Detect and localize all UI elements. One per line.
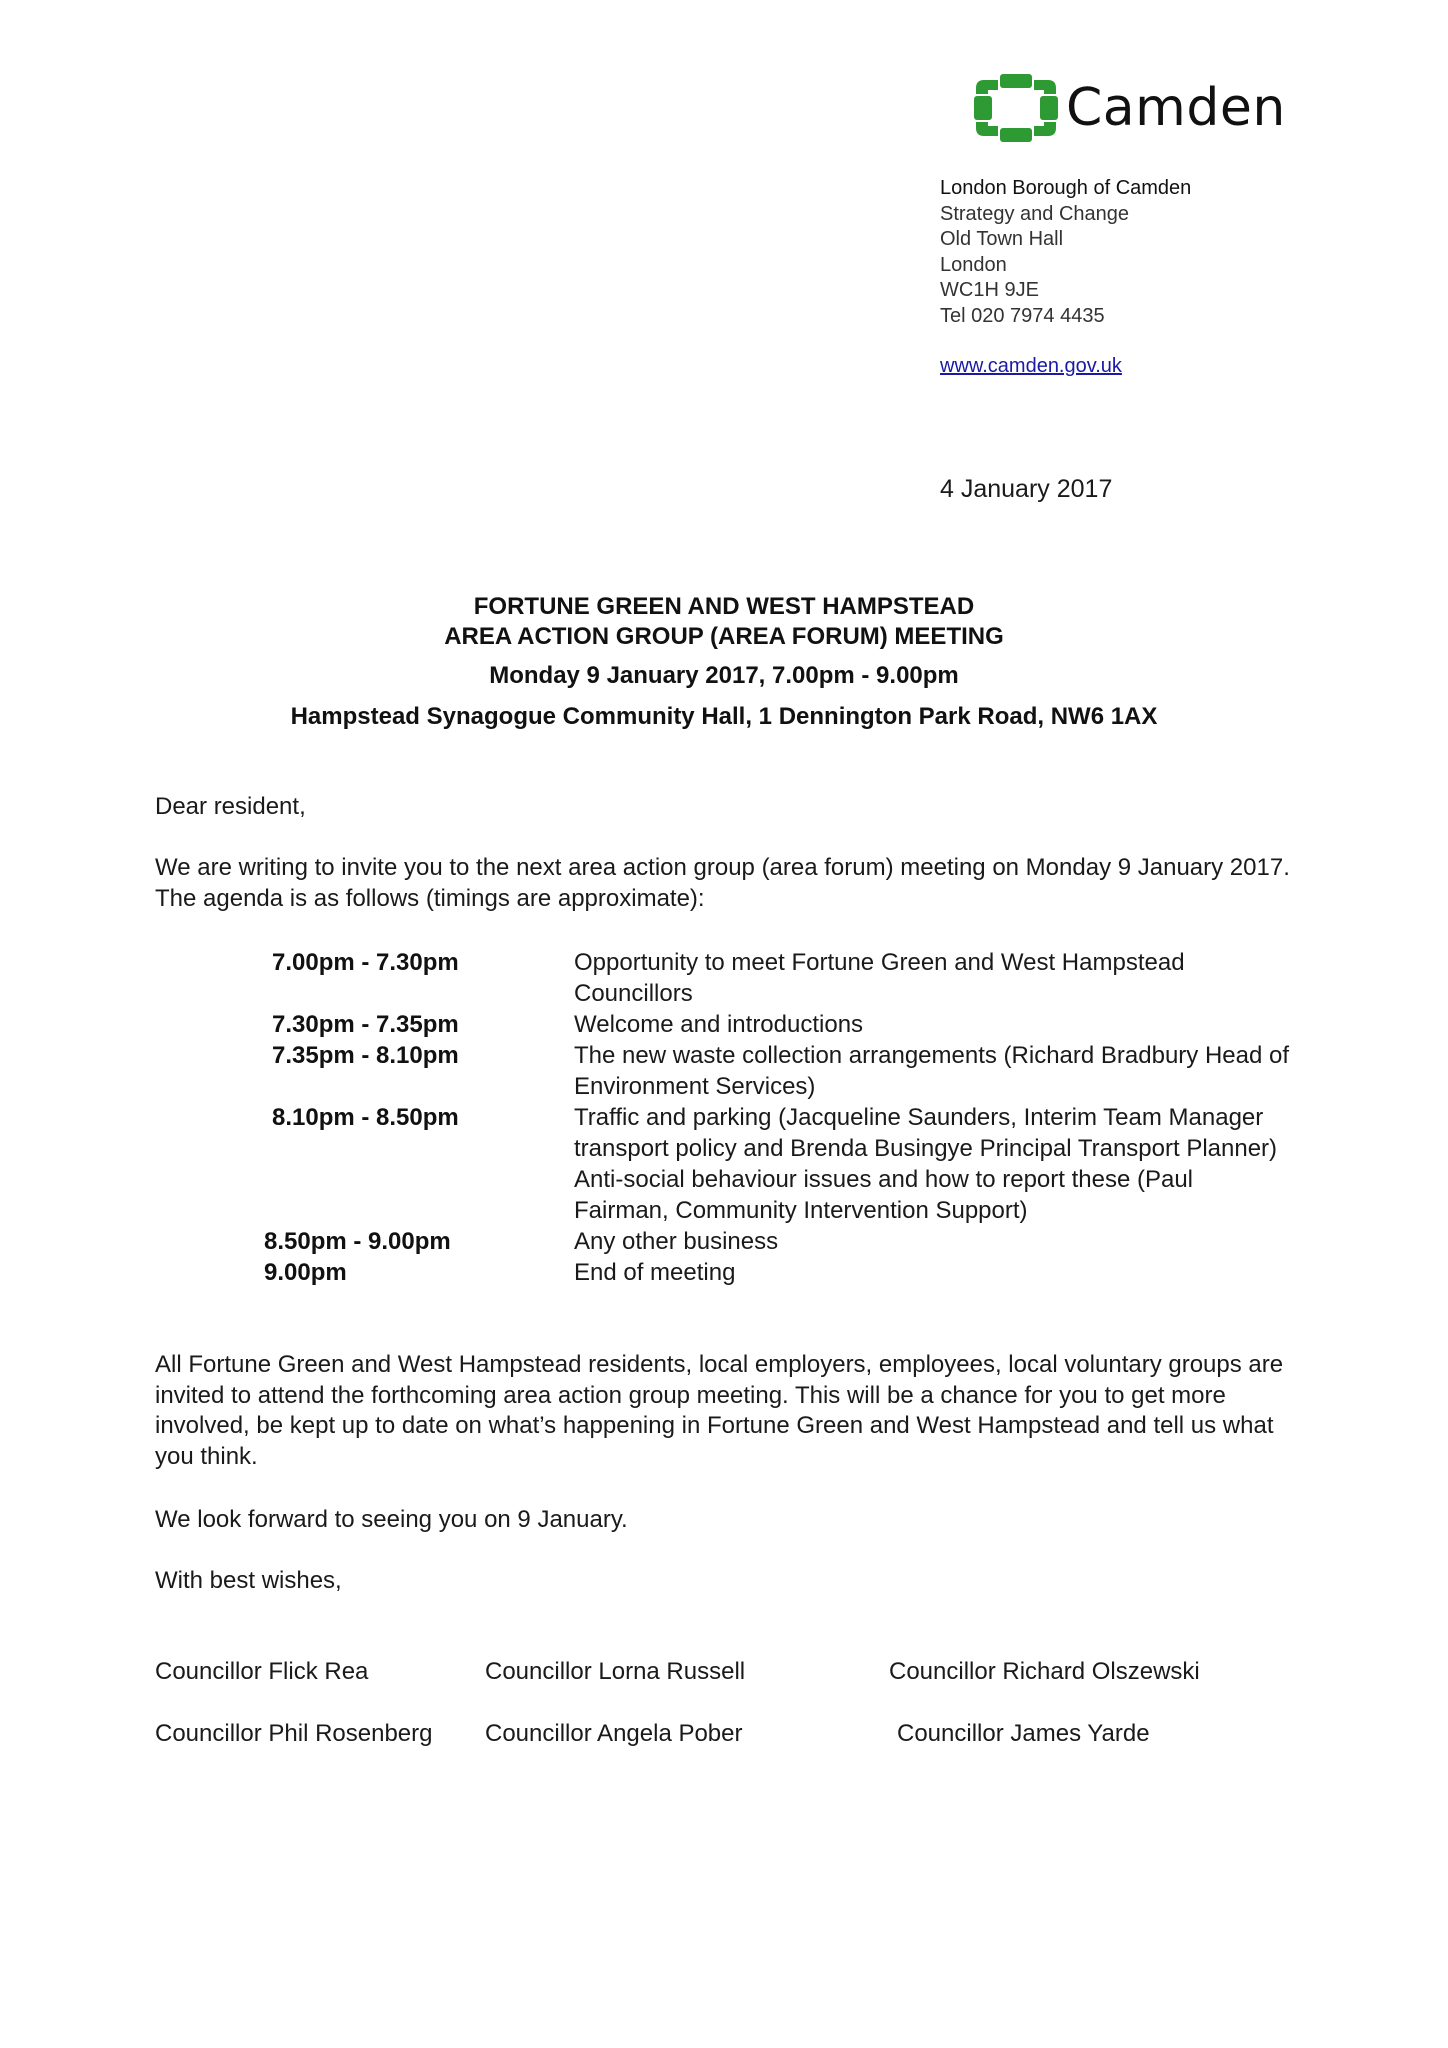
signatory-name: Councillor Richard Olszewski (889, 1658, 1200, 1685)
signatory-name: Councillor Flick Rea (155, 1658, 369, 1685)
camden-logo (970, 72, 1290, 148)
agenda-time: 7.30pm - 7.35pm (272, 1011, 459, 1038)
meeting-subtitle: AREA ACTION GROUP (AREA FORUM) MEETING (444, 623, 1004, 650)
address-phone: Tel 020 7974 4435 (940, 304, 1105, 327)
agenda-list (0, 947, 1448, 1288)
agenda-row (0, 1102, 1448, 1164)
agenda-item: Welcome and introductions (574, 1011, 864, 1038)
salutation: Dear resident, (155, 793, 306, 820)
agenda-time: 8.10pm - 8.50pm (272, 1104, 459, 1131)
intro-paragraph: We are writing to invite you to the next area action group (area forum) meeting on Monday 9 January 2017. The agenda is as follows (timings are approximate): (155, 854, 1290, 912)
agenda-item: Traffic and parking (Jacqueline Saunders, Interim Team Manager transport policy and Brenda Busingye Principal Transport Planner) (574, 1104, 1278, 1162)
website-link[interactable]: www.camden.gov.uk (940, 355, 1122, 377)
sender-address (940, 176, 1191, 329)
agenda-row (0, 1009, 1448, 1040)
agenda-item: The new waste collection arrangements (Richard Bradbury Head of Environment Services) (574, 1042, 1290, 1100)
meeting-title: FORTUNE GREEN AND WEST HAMPSTEAD (473, 593, 975, 620)
agenda-row (0, 1164, 1448, 1226)
agenda-item: Any other business (574, 1228, 779, 1255)
agenda-item: Anti-social behaviour issues and how to report these (Paul Fairman, Community Intervention Support) (574, 1166, 1194, 1224)
sign-off: With best wishes, (155, 1567, 342, 1594)
signatory-name: Councillor James Yarde (897, 1720, 1150, 1747)
agenda-time: 8.50pm - 9.00pm (264, 1228, 451, 1255)
address-line: WC1H 9JE (940, 279, 1039, 301)
agenda-row (0, 947, 1448, 1009)
camden-wordmark: Camden (1066, 78, 1286, 138)
signatory-name: Councillor Lorna Russell (485, 1658, 746, 1685)
agenda-row (0, 1040, 1448, 1102)
address-line: London Borough of Camden (940, 177, 1192, 199)
camden-logo-mark-icon (970, 72, 1062, 144)
invitation-paragraph: All Fortune Green and West Hampstead residents, local employers, employees, local voluntary groups are invited to attend the forthcoming area action group meeting. This will be a chance for you to get more involved, be kept up to date on what’s happening in Fortune Green and West Hampstead and tell us what you think. (155, 1351, 1284, 1470)
address-line: London (940, 253, 1007, 276)
meeting-datetime: Monday 9 January 2017, 7.00pm - 9.00pm (489, 662, 959, 689)
agenda-row (0, 1226, 1448, 1257)
agenda-item: End of meeting (574, 1259, 736, 1286)
address-line: Old Town Hall (940, 228, 1064, 250)
agenda-time: 7.35pm - 8.10pm (272, 1042, 459, 1069)
closing-line: We look forward to seeing you on 9 January. (155, 1506, 628, 1533)
agenda-time: 7.00pm - 7.30pm (272, 949, 459, 976)
signatory-name: Councillor Phil Rosenberg (155, 1720, 433, 1747)
agenda-item: Opportunity to meet Fortune Green and West Hampstead Councillors (574, 949, 1185, 1007)
agenda-row (0, 1257, 1448, 1288)
signatory-name: Councillor Angela Pober (485, 1720, 743, 1747)
meeting-venue: Hampstead Synagogue Community Hall, 1 Dennington Park Road, NW6 1AX (290, 703, 1158, 730)
agenda-time: 9.00pm (264, 1259, 347, 1286)
letter-date: 4 January 2017 (940, 475, 1113, 503)
address-line: Strategy and Change (940, 202, 1130, 225)
